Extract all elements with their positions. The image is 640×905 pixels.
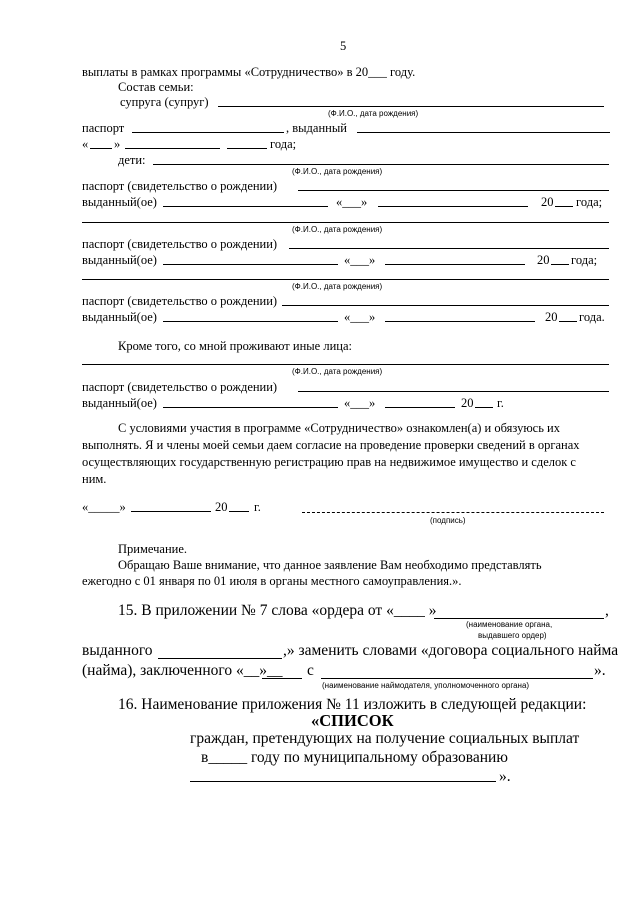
spouse-fio-caption: (Ф.И.О., дата рождения): [328, 109, 419, 118]
spouse-fio-field[interactable]: [218, 106, 604, 107]
list-subtitle-2: в_____ году по муниципальному образованию: [201, 749, 508, 766]
conditions-line-4: ним.: [82, 472, 107, 486]
landlord-field[interactable]: [321, 678, 593, 679]
conditions-line-3: осуществляющих государственную регистрацию прав на недвижимое имущество и сделок с: [82, 455, 576, 469]
spouse-year-field[interactable]: [227, 148, 267, 149]
child2-month-field[interactable]: [385, 264, 525, 265]
amendment-15-line-1: 15. В приложении № 7 слова «ордера от «____ »: [118, 602, 437, 619]
child1-fio-field[interactable]: [153, 164, 609, 165]
amendment-16-line: 16. Наименование приложения № 11 изложить в следующей редакции:: [118, 696, 587, 713]
sign-month-field[interactable]: [131, 511, 211, 512]
sign-year-field[interactable]: [229, 511, 249, 512]
order-issuer-caption-1: (наименование органа,: [466, 620, 553, 629]
note-line-1: Обращаю Ваше внимание, что данное заявление Вам необходимо представлять: [118, 558, 542, 572]
other-month-field[interactable]: [385, 407, 455, 408]
other-passport-field[interactable]: [298, 391, 609, 392]
spouse-label: супруга (супруг): [120, 95, 209, 109]
signature-caption: (подпись): [430, 516, 466, 525]
sign-year-prefix: 20: [215, 500, 228, 514]
amendment-15-end: ».: [594, 662, 606, 679]
child3-year-suffix: года.: [579, 310, 605, 324]
child2-issued-field[interactable]: [163, 264, 338, 265]
list-subtitle-1: граждан, претендующих на получение социальных выплат: [190, 730, 580, 747]
child3-passport-field[interactable]: [282, 305, 609, 306]
child3-passport-label: паспорт (свидетельство о рождении): [82, 294, 278, 308]
child1-issued-label: выданный(ое): [82, 195, 157, 209]
spouse-passport-label: паспорт: [82, 121, 125, 135]
child3-month-field[interactable]: [385, 321, 535, 322]
child1-year-prefix: 20: [541, 195, 554, 209]
other-fio-caption: (Ф.И.О., дата рождения): [292, 367, 383, 376]
spouse-month-field[interactable]: [125, 148, 220, 149]
spouse-issued-label: , выданный: [286, 121, 347, 135]
family-heading: Состав семьи:: [118, 80, 194, 94]
child3-year-prefix: 20: [545, 310, 558, 324]
other-persons-heading: Кроме того, со мной проживают иные лица:: [118, 339, 352, 353]
other-date[interactable]: «___»: [344, 396, 376, 410]
other-fio-field[interactable]: [82, 364, 609, 365]
other-issued-label: выданный(ое): [82, 396, 157, 410]
signature-field[interactable]: [302, 512, 604, 513]
child2-passport-label: паспорт (свидетельство о рождении): [82, 237, 278, 251]
conditions-line-2: выполнять. Я и члены моей семьи даем согласие на проведение проверки сведений в органах: [82, 438, 580, 452]
child2-passport-field[interactable]: [289, 248, 609, 249]
children-label: дети:: [118, 153, 146, 167]
child3-issued-label: выданный(ое): [82, 310, 157, 324]
spouse-date-close: »: [114, 137, 121, 151]
order-issuer-field[interactable]: [434, 618, 604, 619]
child3-fio-field[interactable]: [82, 279, 609, 280]
child1-passport-label: паспорт (свидетельство о рождении): [82, 179, 278, 193]
child2-fio-field[interactable]: [82, 222, 609, 223]
sign-date[interactable]: «_____»: [82, 500, 126, 514]
child1-month-field[interactable]: [378, 206, 528, 207]
spouse-issued-field[interactable]: [357, 132, 610, 133]
child3-date[interactable]: «___»: [344, 310, 376, 324]
amendment-15-comma: ,: [605, 602, 609, 619]
sign-year-suffix: г.: [254, 500, 261, 514]
issued-field[interactable]: [158, 658, 282, 659]
child1-year-suffix: года;: [576, 195, 603, 209]
child1-passport-field[interactable]: [298, 190, 609, 191]
municipality-field[interactable]: [190, 781, 496, 782]
other-passport-label: паспорт (свидетельство о рождении): [82, 380, 278, 394]
other-issued-field[interactable]: [163, 407, 338, 408]
conditions-line-1: С условиями участия в программе «Сотрудничество» ознакомлен(а) и обязуюсь их: [118, 421, 560, 435]
list-title: «СПИСОК: [311, 711, 394, 730]
spouse-day-field[interactable]: [90, 148, 112, 149]
child1-fio-caption: (Ф.И.О., дата рождения): [292, 167, 383, 176]
spouse-date-open: «: [82, 137, 89, 151]
child2-year-prefix: 20: [537, 253, 550, 267]
child2-fio-caption: (Ф.И.О., дата рождения): [292, 225, 383, 234]
other-year-prefix: 20: [461, 396, 474, 410]
spouse-year-label: года;: [270, 137, 297, 151]
child3-year-field[interactable]: [559, 321, 577, 322]
child1-year-field[interactable]: [555, 206, 573, 207]
note-line-2: ежегодно с 01 января по 01 июля в органы местного самоуправления.».: [82, 574, 462, 588]
order-issuer-caption-2: выдавшего ордер): [478, 631, 547, 640]
amendment-15-replace: ,» заменить словами «договора социального найма: [283, 642, 619, 659]
child1-issued-field[interactable]: [163, 206, 328, 207]
child3-issued-field[interactable]: [163, 321, 338, 322]
other-year-suffix: г.: [497, 396, 504, 410]
child1-date[interactable]: «___»: [336, 195, 368, 209]
intro-text: выплаты в рамках программы «Сотрудничество» в 20___ году.: [82, 65, 416, 79]
child2-year-suffix: года;: [571, 253, 598, 267]
spouse-passport-field[interactable]: [132, 132, 284, 133]
child2-issued-label: выданный(ое): [82, 253, 157, 267]
contract-date-field[interactable]: [262, 678, 302, 679]
amendment-15-line-3: (найма), заключенного «__»__: [82, 662, 283, 679]
amendment-15-issued: выданного: [82, 642, 153, 659]
note-title: Примечание.: [118, 542, 188, 556]
child2-date[interactable]: «___»: [344, 253, 376, 267]
amendment-15-c: с: [307, 662, 314, 679]
child3-fio-caption: (Ф.И.О., дата рождения): [292, 282, 383, 291]
child2-year-field[interactable]: [551, 264, 569, 265]
page-number: 5: [340, 39, 347, 53]
other-year-field[interactable]: [475, 407, 493, 408]
landlord-caption: (наименование наймодателя, уполномоченного органа): [322, 681, 530, 690]
list-end: ».: [499, 768, 511, 785]
